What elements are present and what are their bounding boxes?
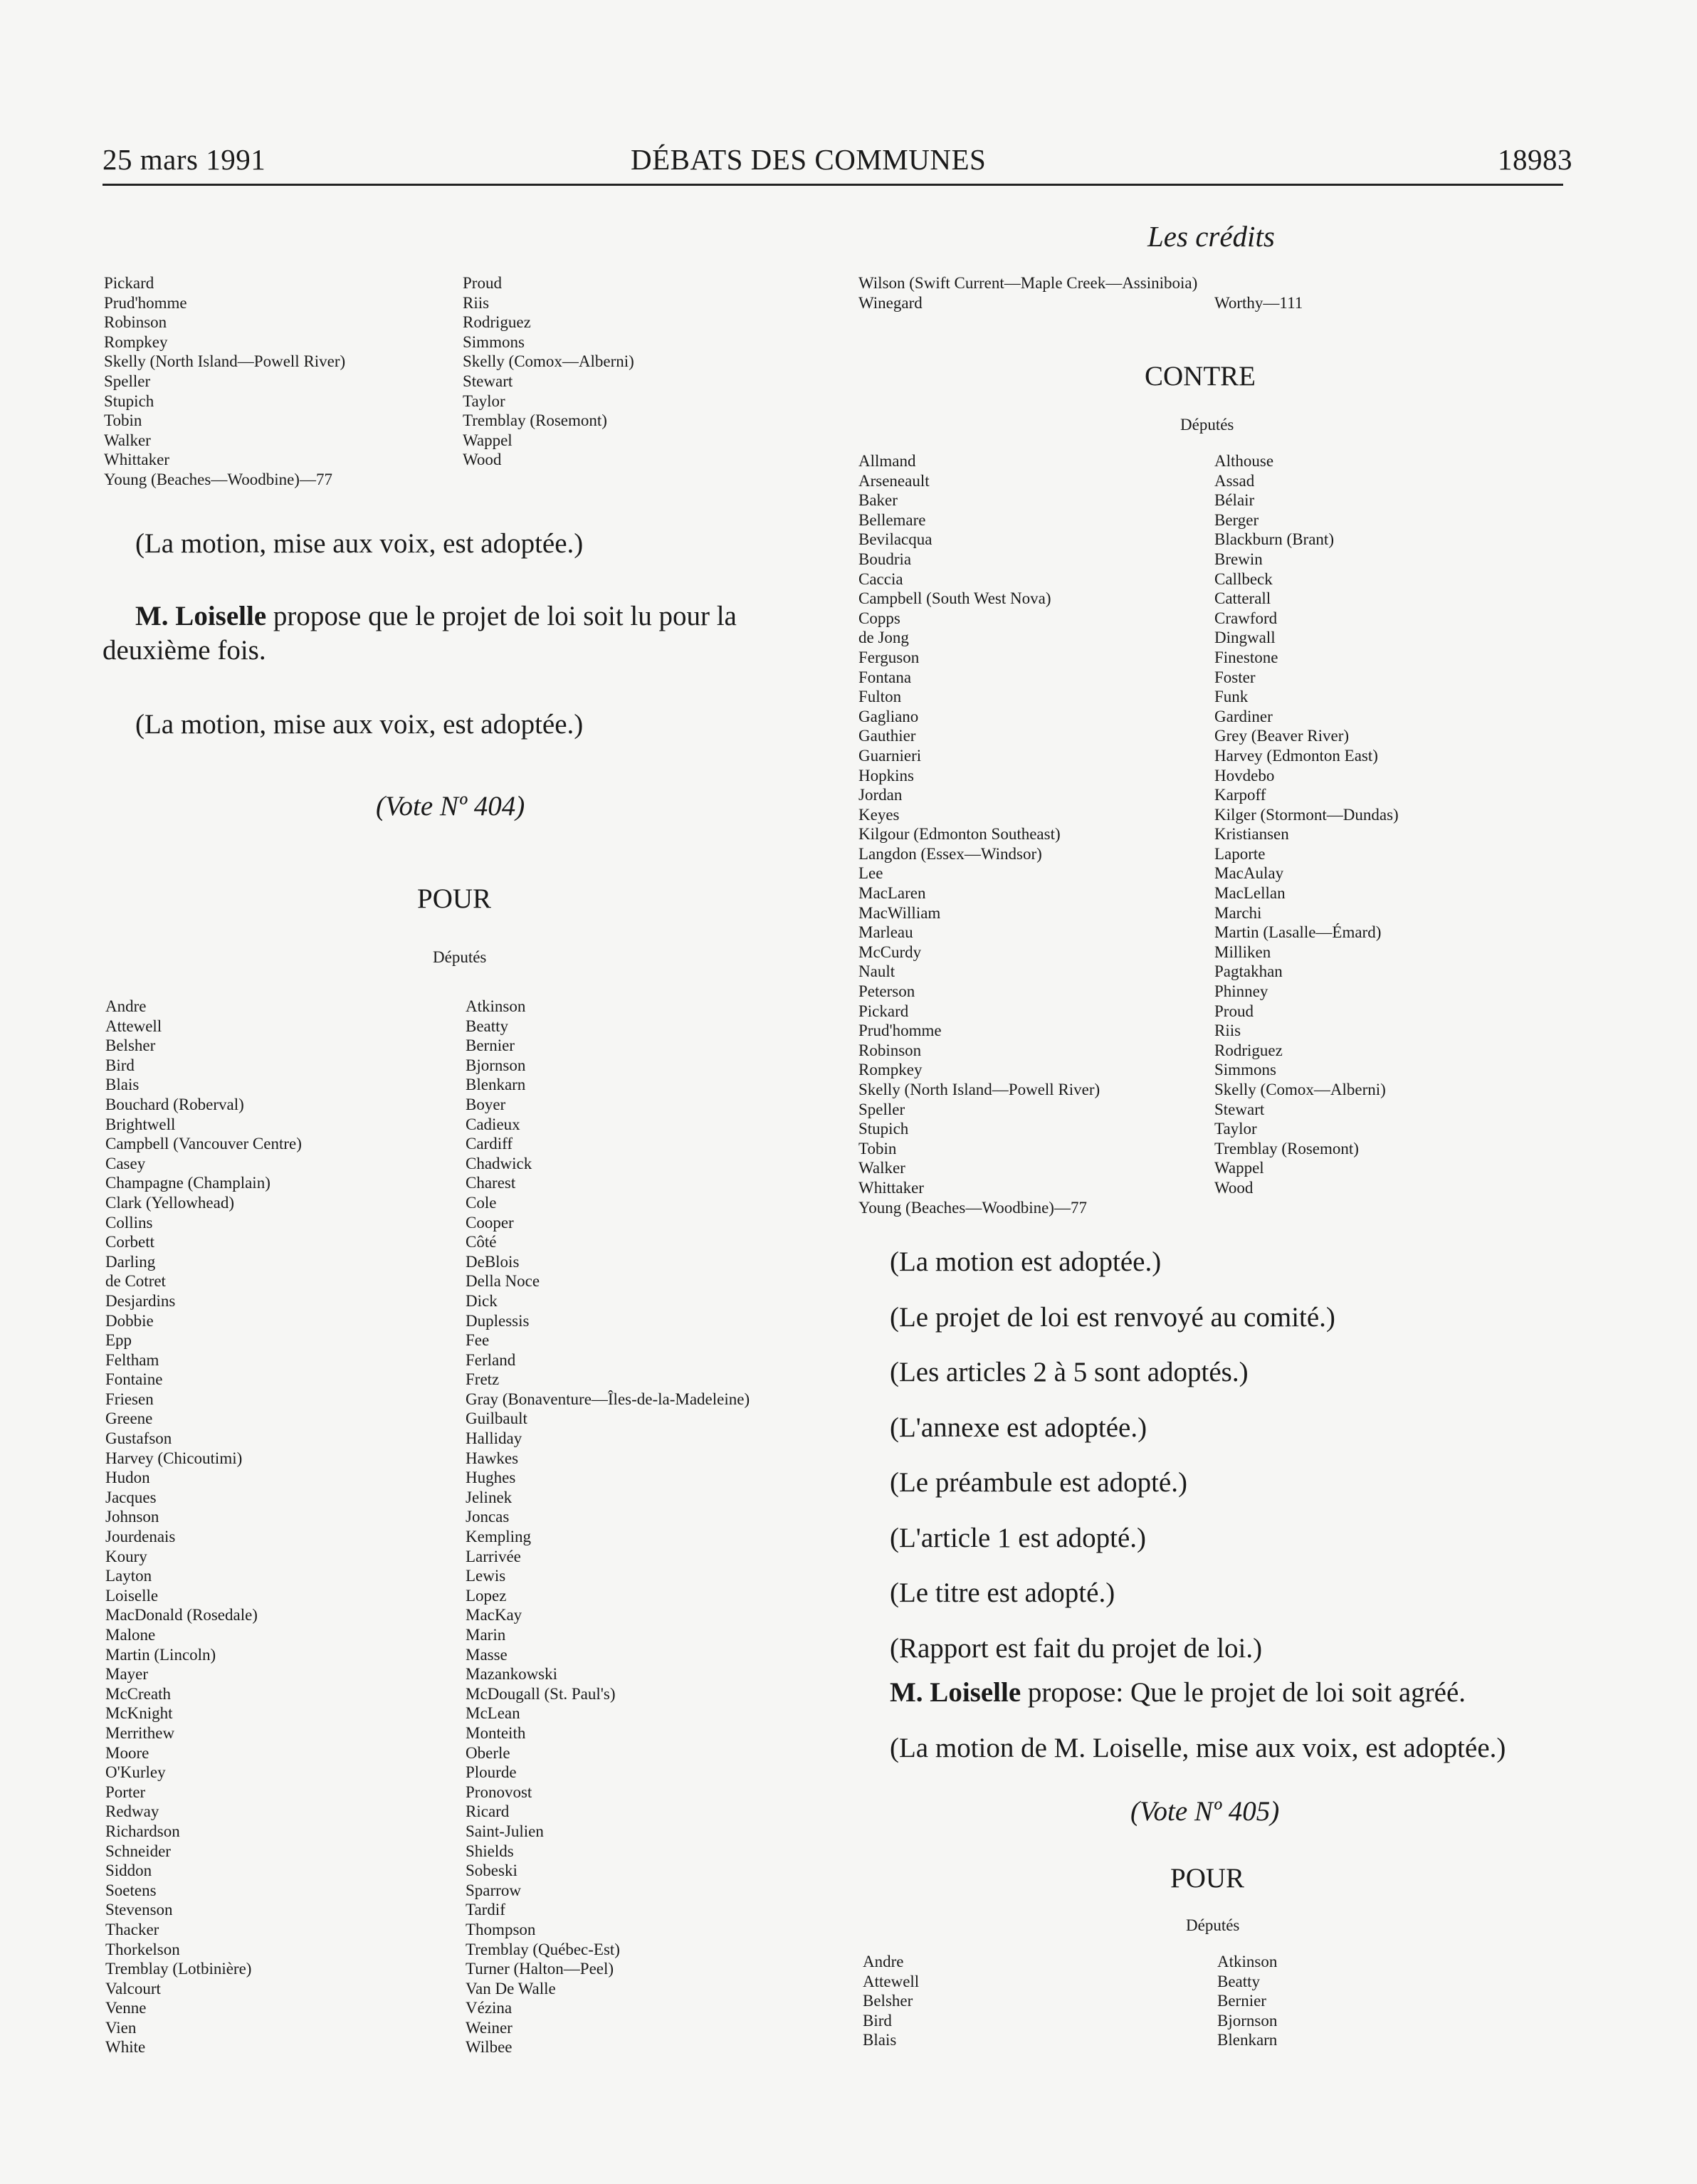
list-item: Whittaker bbox=[104, 451, 169, 469]
list-item: Andre bbox=[863, 1953, 904, 1970]
list-item: Copps bbox=[858, 609, 900, 627]
list-item: Foster bbox=[1214, 668, 1256, 686]
list-item: McLean bbox=[466, 1704, 520, 1723]
list-item: Beatty bbox=[466, 1017, 509, 1035]
list-item: Thorkelson bbox=[105, 1940, 180, 1958]
list-item: Ricard bbox=[466, 1802, 510, 1821]
list-item: Finestone bbox=[1214, 648, 1278, 666]
list-item: Saint-Julien bbox=[466, 1822, 544, 1840]
list-item: MacDonald (Rosedale) bbox=[105, 1606, 258, 1624]
list-item: Tremblay (Rosemont) bbox=[463, 411, 607, 430]
list-item: Bélair bbox=[1214, 491, 1255, 510]
list-item: Karpoff bbox=[1214, 786, 1266, 804]
list-item: Allmand bbox=[858, 452, 916, 470]
list-item: Riis bbox=[1214, 1022, 1241, 1040]
list-item: Turner (Halton—Peel) bbox=[466, 1960, 614, 1978]
list-item: Proud bbox=[463, 274, 502, 292]
deputes-heading-2: Députés bbox=[1186, 1916, 1240, 1934]
list-item: Fee bbox=[466, 1331, 490, 1350]
list-item: White bbox=[105, 2038, 146, 2057]
list-item: (Le projet de loi est renvoyé au comité.) bbox=[890, 1301, 1335, 1333]
list-item: Tobin bbox=[858, 1139, 897, 1157]
list-item: MacLaren bbox=[858, 884, 926, 903]
list-item: McCurdy bbox=[858, 943, 922, 961]
motion-concurrence bbox=[890, 1676, 1466, 1710]
list-item: MacWilliam bbox=[858, 903, 941, 922]
list-item: Charest bbox=[466, 1174, 516, 1192]
list-item: Pickard bbox=[104, 274, 154, 292]
motion-text: propose que le projet de loi soit lu pour la deuxième fois. bbox=[103, 601, 737, 666]
top-list-col1 bbox=[858, 273, 1197, 313]
list-item: Blenkarn bbox=[1217, 2031, 1278, 2049]
list-item: Bird bbox=[105, 1056, 135, 1074]
list-item: Marleau bbox=[858, 923, 913, 942]
list-item: Skelly (North Island—Powell River) bbox=[104, 352, 346, 371]
list-item: Tobin bbox=[104, 411, 142, 430]
list-item: Malone bbox=[105, 1626, 156, 1644]
list-item: Kilger (Stormont—Dundas) bbox=[1214, 805, 1399, 824]
list-item: Laporte bbox=[1214, 844, 1266, 863]
list-item: Masse bbox=[466, 1645, 508, 1664]
list-item: Valcourt bbox=[105, 1979, 161, 1997]
list-item: Arseneault bbox=[858, 471, 930, 490]
list-item: Fretz bbox=[466, 1370, 500, 1389]
list-item: Ferguson bbox=[858, 648, 920, 666]
motion-adopted-2: (La motion, mise aux voix, est adoptée.) bbox=[135, 709, 584, 740]
list-item: Jelinek bbox=[466, 1488, 513, 1506]
list-item: Larrivée bbox=[466, 1547, 521, 1565]
list-item: Wappel bbox=[1214, 1159, 1264, 1177]
pour2-list-col2 bbox=[1217, 1952, 1277, 2050]
contre-heading: CONTRE bbox=[1145, 361, 1256, 392]
list-item: Blackburn (Brant) bbox=[1214, 530, 1334, 549]
list-item: Boudria bbox=[858, 550, 912, 568]
list-item: Shields bbox=[466, 1842, 514, 1860]
list-item: Wilson (Swift Current—Maple Creek—Assiniboia) bbox=[858, 274, 1198, 292]
list-item: Fontaine bbox=[105, 1370, 163, 1389]
list-item: Belsher bbox=[105, 1036, 156, 1055]
list-item: Taylor bbox=[463, 392, 505, 410]
list-item: Johnson bbox=[105, 1508, 159, 1526]
list-item: Assad bbox=[1214, 471, 1255, 490]
list-item: Duplessis bbox=[466, 1311, 530, 1330]
list-item: Hudon bbox=[105, 1469, 150, 1487]
list-item: Thompson bbox=[466, 1920, 536, 1938]
list-item: Rodriguez bbox=[463, 313, 531, 332]
list-item: MacLellan bbox=[1214, 884, 1286, 903]
pour2-list-col1 bbox=[863, 1952, 919, 2050]
contre-deputes-heading: Députés bbox=[1180, 416, 1234, 434]
worthy-total: Worthy—111 bbox=[1214, 294, 1303, 312]
list-item: Pronovost bbox=[466, 1783, 532, 1801]
list-item: Van De Walle bbox=[466, 1979, 556, 1997]
header-rule bbox=[103, 184, 1563, 186]
list-item: (L'article 1 est adopté.) bbox=[890, 1522, 1147, 1553]
list-item: (Le titre est adopté.) bbox=[890, 1577, 1115, 1608]
list-item: McDougall (St. Paul's) bbox=[466, 1684, 616, 1703]
list-item: DeBlois bbox=[466, 1252, 520, 1271]
list-item: Winegard bbox=[858, 293, 923, 312]
list-item: Attewell bbox=[863, 1972, 920, 1990]
list-item: Stewart bbox=[1214, 1100, 1265, 1118]
list-item: Moore bbox=[105, 1743, 149, 1762]
deputes-heading: Députés bbox=[433, 948, 487, 966]
list-item: (Rapport est fait du projet de loi.) bbox=[890, 1632, 1263, 1664]
list-item: Milliken bbox=[1214, 943, 1271, 961]
list-item: Martin (Lasalle—Émard) bbox=[1214, 923, 1382, 942]
list-item: Weiner bbox=[466, 2018, 513, 2037]
list-item: Brewin bbox=[1214, 550, 1263, 568]
list-item: Rodriguez bbox=[1214, 1041, 1283, 1059]
list-item: Robinson bbox=[104, 313, 167, 332]
list-item: Skelly (Comox—Alberni) bbox=[1214, 1081, 1386, 1098]
list-item: Whittaker bbox=[858, 1178, 924, 1197]
list-item: Peterson bbox=[858, 982, 915, 1001]
list-item: Clark (Yellowhead) bbox=[105, 1193, 234, 1212]
list-item: Loiselle bbox=[105, 1586, 159, 1605]
list-item: Brightwell bbox=[105, 1115, 176, 1133]
list-item: MacAulay bbox=[1214, 864, 1284, 883]
list-item: Jourdenais bbox=[105, 1528, 176, 1546]
pour-list-col1 bbox=[105, 997, 302, 2057]
motion-final-text: propose: Que le projet de loi soit agréé. bbox=[1021, 1677, 1466, 1708]
list-item: Cadieux bbox=[466, 1115, 520, 1133]
list-item: Pagtakhan bbox=[1214, 962, 1283, 981]
list-item: Dick bbox=[466, 1291, 498, 1310]
list-item: Hopkins bbox=[858, 766, 914, 784]
list-item: Atkinson bbox=[1217, 1953, 1278, 1970]
list-item: Berger bbox=[1214, 510, 1259, 529]
list-item: Marchi bbox=[1214, 903, 1262, 922]
list-item: Chadwick bbox=[466, 1154, 532, 1172]
list-item: O'Kurley bbox=[105, 1763, 166, 1782]
list-item: (Les articles 2 à 5 sont adoptés.) bbox=[890, 1357, 1249, 1387]
list-item: Gustafson bbox=[105, 1429, 172, 1448]
list-item: Casey bbox=[105, 1154, 146, 1172]
list-item: Wappel bbox=[463, 431, 513, 449]
list-item: Boyer bbox=[466, 1095, 506, 1113]
list-item: Schneider bbox=[105, 1842, 171, 1860]
list-item: Speller bbox=[858, 1100, 905, 1118]
list-item: Hovdebo bbox=[1214, 766, 1275, 784]
list-item: Tremblay (Québec-Est) bbox=[466, 1940, 620, 1958]
list-item: Friesen bbox=[105, 1390, 154, 1408]
list-item: Phinney bbox=[1214, 982, 1268, 1001]
list-item: Fontana bbox=[858, 668, 912, 686]
header-date: 25 mars 1991 bbox=[103, 143, 266, 176]
list-item: Bjornson bbox=[466, 1056, 526, 1074]
list-item: Richardson bbox=[105, 1822, 180, 1840]
list-item: Vézina bbox=[466, 1999, 513, 2017]
list-item: Caccia bbox=[858, 569, 903, 588]
prev-list-col2 bbox=[463, 273, 634, 470]
contre-list-col1 bbox=[858, 451, 1100, 1217]
list-item: Bernier bbox=[1217, 1992, 1266, 2010]
list-item: Blenkarn bbox=[466, 1076, 526, 1094]
list-item: Stevenson bbox=[105, 1901, 173, 1919]
motion-last: (La motion de M. Loiselle, mise aux voix, est adoptée.) bbox=[890, 1733, 1506, 1763]
pour-list-col2 bbox=[466, 997, 750, 2057]
list-item: Crawford bbox=[1214, 609, 1278, 627]
list-item: Cole bbox=[466, 1193, 497, 1212]
section-title: Les crédits bbox=[1147, 220, 1275, 253]
list-item: Darling bbox=[105, 1252, 156, 1271]
list-item: Thacker bbox=[105, 1920, 159, 1938]
list-item: Atkinson bbox=[466, 997, 526, 1015]
list-item: Baker bbox=[858, 491, 898, 510]
list-item: Gagliano bbox=[858, 707, 919, 725]
vote-number-404: (Vote Nº 404) bbox=[376, 791, 525, 821]
list-item: Siddon bbox=[105, 1862, 152, 1880]
list-item: Fulton bbox=[858, 688, 902, 706]
list-item: Rompkey bbox=[858, 1061, 923, 1079]
list-item: Sobeski bbox=[466, 1862, 517, 1880]
list-item: Sparrow bbox=[466, 1881, 521, 1899]
list-item: Young (Beaches—Woodbine)—77 bbox=[104, 470, 332, 488]
list-item: Beatty bbox=[1217, 1972, 1261, 1990]
list-item: (L'annexe est adoptée.) bbox=[890, 1412, 1147, 1443]
list-item: Riis bbox=[463, 293, 490, 312]
list-item: Guarnieri bbox=[858, 746, 922, 765]
pour-heading: POUR bbox=[417, 883, 492, 914]
list-item: Stupich bbox=[104, 392, 154, 410]
list-item: Kilgour (Edmonton Southeast) bbox=[858, 825, 1061, 844]
list-item: Andre bbox=[105, 997, 147, 1015]
list-item: Keyes bbox=[858, 805, 900, 824]
list-item: Taylor bbox=[1214, 1120, 1257, 1138]
list-item: Oberle bbox=[466, 1743, 510, 1762]
list-item: Corbett bbox=[105, 1233, 154, 1251]
list-item: Simmons bbox=[463, 332, 525, 351]
list-item: (Le préambule est adopté.) bbox=[890, 1467, 1187, 1498]
list-item: Kempling bbox=[466, 1528, 531, 1546]
list-item: Gauthier bbox=[858, 727, 916, 745]
list-item: Walker bbox=[858, 1159, 905, 1177]
list-item: Harvey (Edmonton East) bbox=[1214, 746, 1378, 765]
list-item: (La motion est adoptée.) bbox=[890, 1246, 1162, 1277]
list-item: Côté bbox=[466, 1233, 497, 1251]
list-item: Porter bbox=[105, 1783, 146, 1801]
list-item: Merrithew bbox=[105, 1723, 175, 1742]
motion-member-name: M. Loiselle bbox=[135, 601, 267, 631]
list-item: Pickard bbox=[858, 1002, 909, 1020]
list-item: Plourde bbox=[466, 1763, 517, 1782]
list-item: Collins bbox=[105, 1213, 153, 1232]
list-item: McCreath bbox=[105, 1684, 171, 1703]
list-item: Stewart bbox=[463, 372, 513, 390]
list-item: Hawkes bbox=[466, 1449, 519, 1467]
list-item: Lewis bbox=[466, 1567, 506, 1585]
list-item: Bernier bbox=[466, 1036, 515, 1055]
list-item: Gardiner bbox=[1214, 707, 1273, 725]
list-item: Wood bbox=[463, 451, 502, 469]
list-item: McKnight bbox=[105, 1704, 173, 1723]
list-item: Wood bbox=[1214, 1178, 1254, 1197]
list-item: Cardiff bbox=[466, 1135, 513, 1153]
motion-second-reading bbox=[103, 599, 843, 668]
list-item: Tremblay (Lotbinière) bbox=[105, 1960, 252, 1978]
list-item: Gray (Bonaventure—Îles-de-la-Madeleine) bbox=[466, 1390, 750, 1408]
list-item: Monteith bbox=[466, 1723, 526, 1742]
list-item: Jordan bbox=[858, 786, 903, 804]
list-item: Epp bbox=[105, 1331, 132, 1350]
list-item: Speller bbox=[104, 372, 151, 390]
motions-list bbox=[890, 1234, 1335, 1676]
list-item: Dobbie bbox=[105, 1311, 154, 1330]
list-item: Tardif bbox=[466, 1901, 505, 1919]
list-item: Nault bbox=[858, 962, 895, 981]
list-item: Prud'homme bbox=[858, 1022, 942, 1040]
list-item: Proud bbox=[1214, 1002, 1254, 1020]
list-item: Langdon (Essex—Windsor) bbox=[858, 844, 1042, 863]
top-list-col2 bbox=[1214, 293, 1303, 313]
list-item: Guilbault bbox=[466, 1409, 527, 1428]
list-item: Blais bbox=[863, 2031, 897, 2049]
list-item: Harvey (Chicoutimi) bbox=[105, 1449, 243, 1467]
list-item: Venne bbox=[105, 1999, 147, 2017]
list-item: Hughes bbox=[466, 1469, 516, 1487]
list-item: Tremblay (Rosemont) bbox=[1214, 1139, 1359, 1157]
list-item: Bellemare bbox=[858, 510, 926, 529]
list-item: Campbell (Vancouver Centre) bbox=[105, 1135, 302, 1153]
list-item: Skelly (North Island—Powell River) bbox=[858, 1081, 1100, 1098]
list-item: Callbeck bbox=[1214, 569, 1273, 588]
motion-final-member-name: M. Loiselle bbox=[890, 1677, 1021, 1708]
list-item: Champagne (Champlain) bbox=[105, 1174, 270, 1192]
list-item: Martin (Lincoln) bbox=[105, 1645, 216, 1664]
list-item: Walker bbox=[104, 431, 151, 449]
list-item: Stupich bbox=[858, 1120, 909, 1138]
list-item: Robinson bbox=[858, 1041, 922, 1059]
list-item: Lopez bbox=[466, 1586, 507, 1605]
list-item: Ferland bbox=[466, 1350, 516, 1369]
list-item: Attewell bbox=[105, 1017, 162, 1035]
prev-list-col1 bbox=[104, 273, 345, 490]
list-item: Feltham bbox=[105, 1350, 159, 1369]
header-page-number: 18983 bbox=[1498, 143, 1572, 176]
list-item: Catterall bbox=[1214, 589, 1271, 608]
motion-adopted-1: (La motion, mise aux voix, est adoptée.) bbox=[135, 528, 584, 559]
list-item: Blais bbox=[105, 1076, 140, 1094]
list-item: Mazankowski bbox=[466, 1665, 558, 1684]
header-title: DÉBATS DES COMMUNES bbox=[631, 143, 987, 176]
list-item: Vien bbox=[105, 2018, 137, 2037]
list-item: Campbell (South West Nova) bbox=[858, 589, 1051, 608]
list-item: Simmons bbox=[1214, 1061, 1276, 1079]
list-item: de Jong bbox=[858, 629, 909, 647]
pour-heading-2: POUR bbox=[1170, 1863, 1245, 1894]
list-item: de Cotret bbox=[105, 1272, 166, 1291]
list-item: Bird bbox=[863, 2011, 892, 2030]
list-item: Halliday bbox=[466, 1429, 522, 1448]
list-item: Grey (Beaver River) bbox=[1214, 727, 1350, 745]
list-item: Della Noce bbox=[466, 1272, 540, 1291]
list-item: Bevilacqua bbox=[858, 530, 932, 549]
list-item: Dingwall bbox=[1214, 629, 1276, 647]
list-item: Wilbee bbox=[466, 2038, 513, 2057]
list-item: Koury bbox=[105, 1547, 147, 1565]
list-item: MacKay bbox=[466, 1606, 522, 1624]
list-item: Layton bbox=[105, 1567, 152, 1585]
list-item: Cooper bbox=[466, 1213, 514, 1232]
list-item: Funk bbox=[1214, 688, 1249, 706]
list-item: Desjardins bbox=[105, 1291, 176, 1310]
list-item: Joncas bbox=[466, 1508, 510, 1526]
list-item: Kristiansen bbox=[1214, 825, 1289, 844]
list-item: Redway bbox=[105, 1802, 159, 1821]
list-item: Greene bbox=[105, 1409, 153, 1428]
contre-list-col2 bbox=[1214, 451, 1399, 1198]
list-item: Belsher bbox=[863, 1992, 913, 2010]
list-item: Bouchard (Roberval) bbox=[105, 1095, 244, 1113]
list-item: Lee bbox=[858, 864, 883, 883]
list-item: Marin bbox=[466, 1626, 506, 1644]
list-item: Young (Beaches—Woodbine)—77 bbox=[858, 1198, 1087, 1217]
list-item: Althouse bbox=[1214, 452, 1274, 470]
list-item: Mayer bbox=[105, 1665, 149, 1684]
list-item: Bjornson bbox=[1217, 2011, 1278, 2030]
list-item: Soetens bbox=[105, 1881, 157, 1899]
list-item: Prud'homme bbox=[104, 293, 187, 312]
list-item: Jacques bbox=[105, 1488, 157, 1506]
vote-number-405: (Vote Nº 405) bbox=[1130, 1796, 1280, 1827]
list-item: Rompkey bbox=[104, 332, 168, 351]
list-item: Skelly (Comox—Alberni) bbox=[463, 352, 634, 371]
